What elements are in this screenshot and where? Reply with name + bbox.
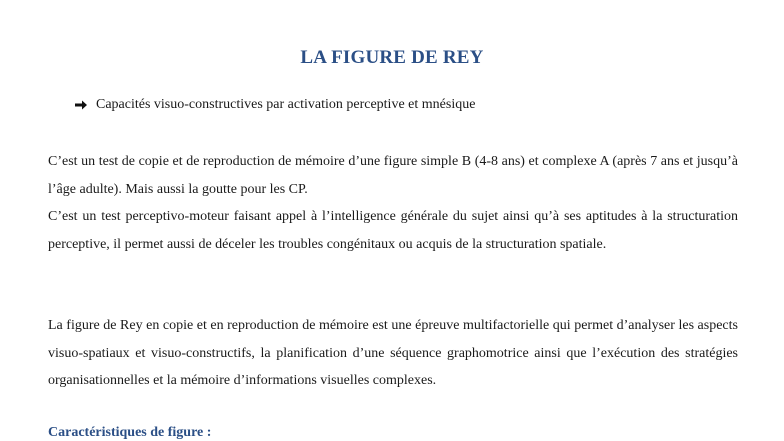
section-heading: Caractéristiques de figure : [48, 425, 212, 440]
right-arrow-icon [74, 99, 88, 111]
bullet-text: Capacités visuo-constructives par activation perceptive et mnésique [96, 97, 476, 112]
document-title: LA FIGURE DE REY [300, 47, 484, 68]
paragraph-1: C’est un test de copie et de reproduction de mémoire d’une figure simple B (4-8 ans) et complexe A (après 7 ans et jusqu’à l’âge adulte). Mais aussi la goutte pour les CP. [48, 154, 738, 197]
paragraph-3: La figure de Rey en copie et en reproduction de mémoire est une épreuve multifactorielle qui permet d’analyser les aspects visuo-spatiaux et visuo-constructifs, la planification d’une séquence graphomotrice ainsi que l’exécution des stratégies organisationnelles et la mémoire d’informations visuelles complexes. [48, 318, 738, 388]
bullet-item [74, 97, 475, 113]
paragraph-2: C’est un test perceptivo-moteur faisant appel à l’intelligence générale du sujet ainsi qu’à ses aptitudes à la structuration perceptive, il permet aussi de déceler les troubles congénitaux ou acquis de la structuration spatiale. [48, 209, 738, 252]
